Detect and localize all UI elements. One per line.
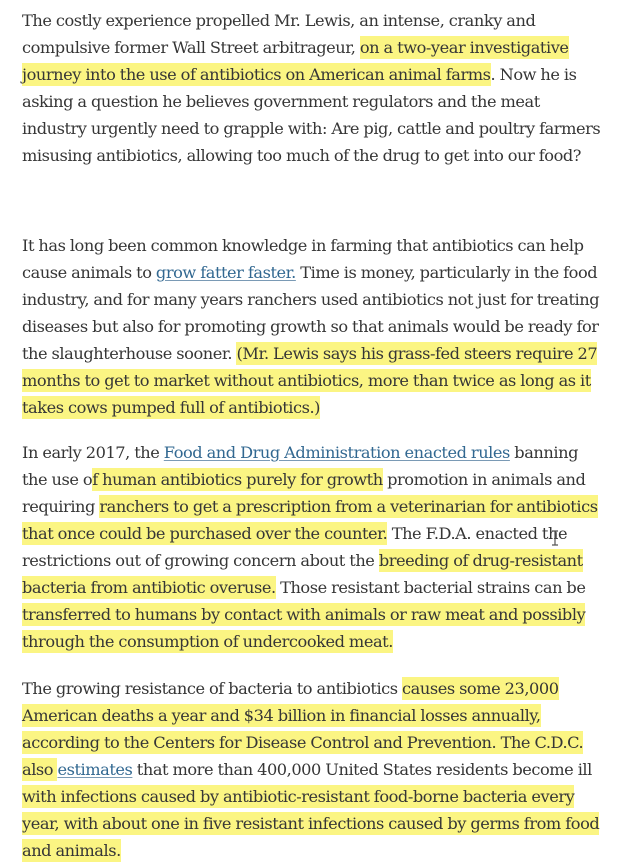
text-segment: The growing resistance of bacteria to antibiotics (22, 679, 403, 698)
highlighted-text: with infections caused by antibiotic-resistant food-borne bacteria every year, with about one in five resistant infections caused by germs from food and animals. (22, 787, 600, 860)
text-segment: It has long been common knowledge in farming that antibiotics can help cause animals to (22, 236, 584, 282)
text-segment: promotion in animals and requiring (22, 470, 586, 516)
text-segment: that more than 400,000 United States residents become ill (132, 760, 592, 779)
highlighted-text: f human antibiotics purely for growth (92, 470, 383, 489)
text-segment: . Now he is asking a question he believes government regulators and the meat industry urgently need to grapple with: Are pig, cattle and poultry farmers misusing antibiotics, allowing too much of the drug to get into our food? (22, 65, 601, 165)
paragraph (22, 439, 607, 655)
inline-link[interactable]: estimates (57, 760, 133, 779)
text-segment: The F.D.A. enacted the restrictions out of growing concern about the (22, 524, 568, 570)
text-segment: Time is money, particularly in the food industry, and for many years ranchers used antibiotics not just for treating diseases but also for promoting growth so that animals would be ready for the slaughterhouse sooner. (22, 263, 600, 363)
inline-link[interactable]: grow fatter faster. (155, 263, 296, 282)
text-segment: The costly experience propelled Mr. Lewis, an intense, cranky and compulsive former Wall Street arbitrageur, (22, 11, 536, 57)
text-segment: Those resistant bacterial strains can be (275, 578, 586, 597)
paragraph (22, 7, 607, 169)
inline-link[interactable]: Food and Drug Administration enacted rules (163, 443, 510, 462)
highlighted-text: ranchers to get a prescription from a veterinarian for antibiotics that once could be purchased over the counter. (22, 497, 598, 543)
paragraph (22, 232, 607, 421)
text-cursor-icon (551, 530, 559, 546)
highlighted-text: causes some 23,000 American deaths a year and $34 billion in financial losses annually, according to the Centers for Disease Control and Prevention. The C.D.C. also (22, 679, 584, 779)
highlighted-text: breeding of drug-resistant bacteria from antibiotic overuse. (22, 551, 583, 597)
highlighted-text: (Mr. Lewis says his grass-fed steers require 27 months to get to market without antibiotics, more than twice as long as it takes cows pumped full of antibiotics.) (22, 344, 598, 417)
highlighted-text: on a two-year investigative journey into the use of antibiotics on American animal farms (22, 38, 569, 84)
paragraph (22, 675, 607, 864)
highlighted-text: transferred to humans by contact with animals or raw meat and possibly through the consumption of undercooked meat. (22, 605, 586, 651)
text-segment: banning the use o (22, 443, 578, 489)
text-segment: In early 2017, the (22, 443, 164, 462)
